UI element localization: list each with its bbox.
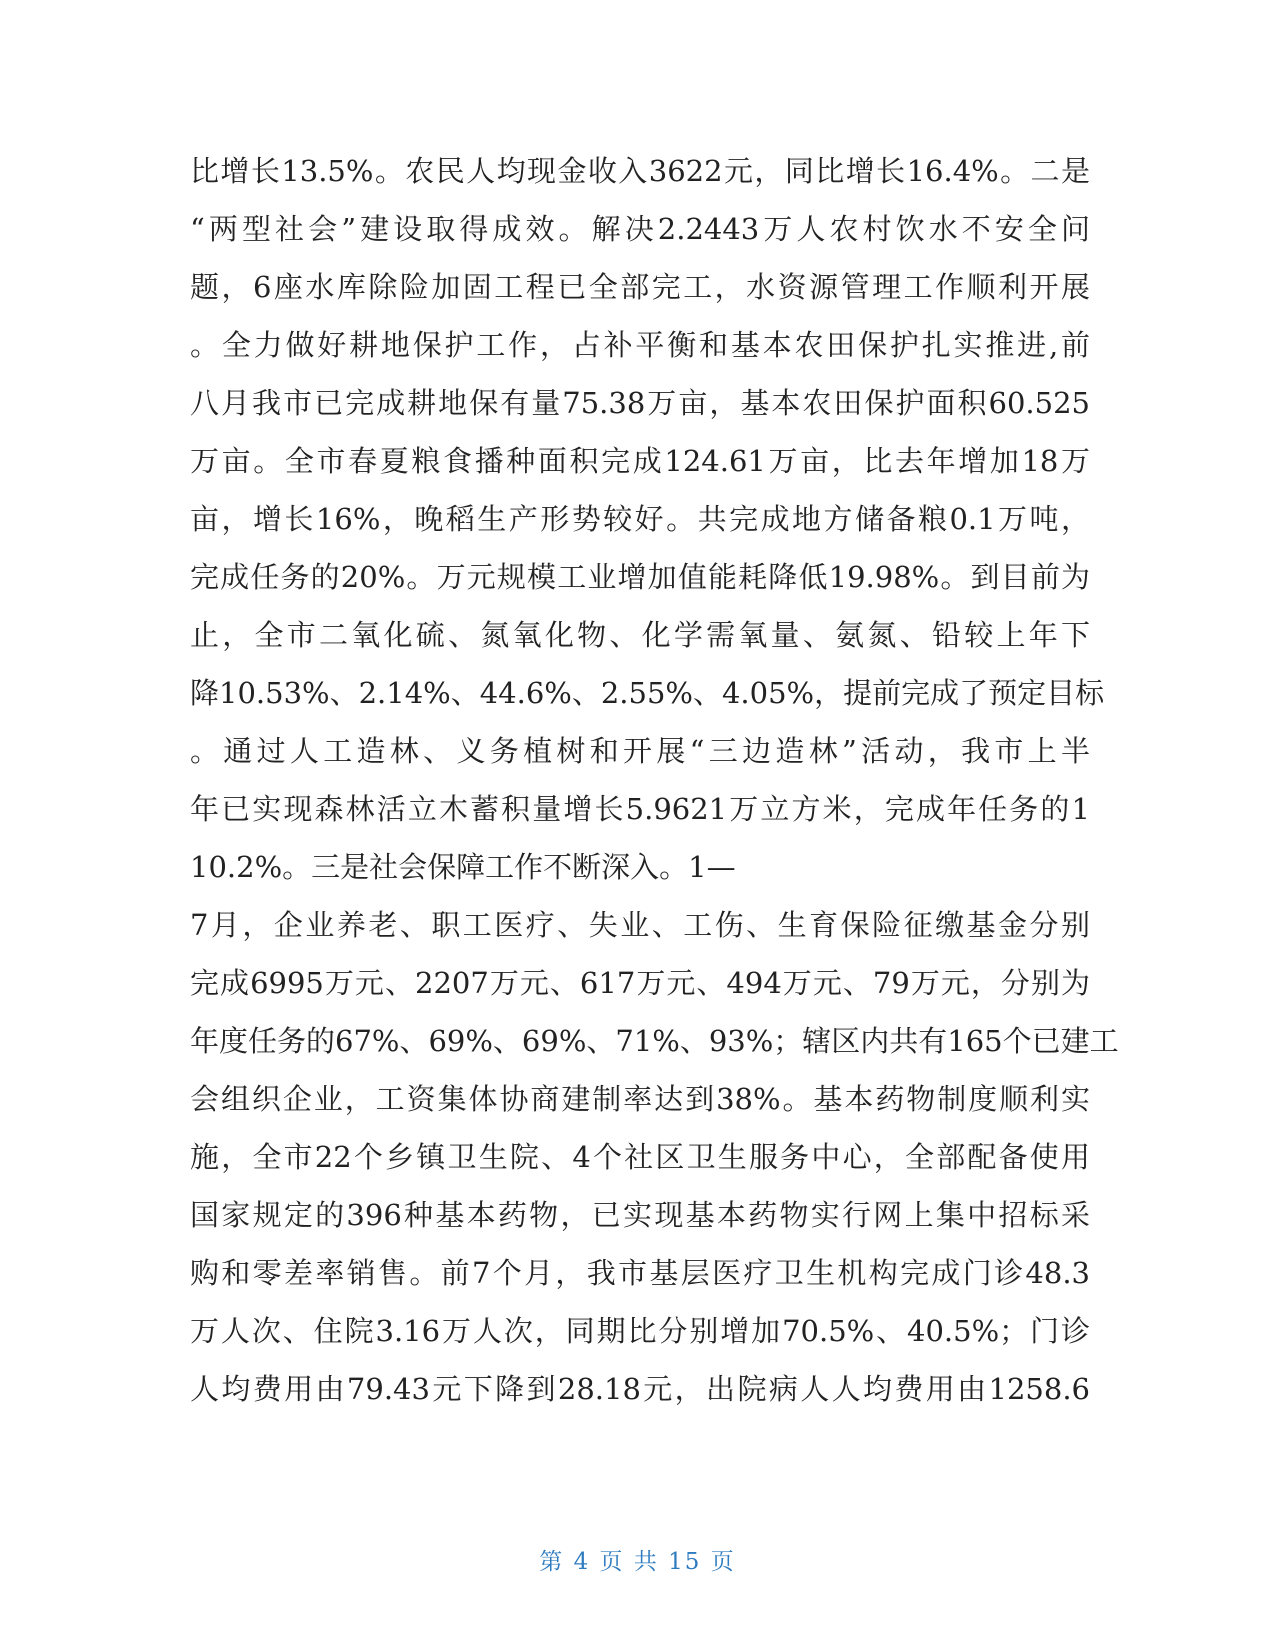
- page-number-label: 第 4 页 共 15 页: [539, 1549, 736, 1575]
- body-text: [190, 142, 1119, 1418]
- text-line: 万人次、住院3.16万人次，同期比分别增加70.5%、40.5%；门诊: [190, 1314, 1090, 1348]
- text-line: 人均费用由79.43元下降到28.18元，出院病人人均费用由1258.6: [190, 1372, 1090, 1406]
- text-line: “两型社会”建设取得成效。解决2.2443万人农村饮水不安全问: [190, 212, 1090, 246]
- text-line: 7月，企业养老、职工医疗、失业、工伤、生育保险征缴基金分别: [190, 908, 1090, 942]
- text-line: 年已实现森林活立木蓄积量增长5.9621万立方米，完成年任务的1: [190, 792, 1090, 826]
- text-line: 会组织企业，工资集体协商建制率达到38%。基本药物制度顺利实: [190, 1082, 1090, 1116]
- text-line: 八月我市已完成耕地保有量75.38万亩，基本农田保护面积60.525: [190, 386, 1090, 420]
- page-footer: [0, 1543, 1275, 1576]
- text-line: 题，6座水库除险加固工程已全部完工，水资源管理工作顺利开展: [190, 270, 1090, 304]
- text-line: 万亩。全市春夏粮食播种面积完成124.61万亩，比去年增加18万: [190, 444, 1090, 478]
- text-line: 国家规定的396种基本药物，已实现基本药物实行网上集中招标采: [190, 1198, 1090, 1232]
- text-line: 。通过人工造林、义务植树和开展“三边造林”活动，我市上半: [190, 734, 1090, 768]
- text-line: 10.2%。三是社会保障工作不断深入。1—: [190, 850, 736, 884]
- text-line: 降10.53%、2.14%、44.6%、2.55%、4.05%，提前完成了预定目标: [190, 676, 1105, 710]
- text-line: 购和零差率销售。前7个月，我市基层医疗卫生机构完成门诊48.3: [190, 1256, 1090, 1290]
- text-line: 。全力做好耕地保护工作，占补平衡和基本农田保护扎实推进,前: [190, 328, 1090, 362]
- text-line: 亩，增长16%，晚稻生产形势较好。共完成地方储备粮0.1万吨，: [190, 502, 1090, 536]
- text-line: 年度任务的67%、69%、69%、71%、93%；辖区内共有165个已建工: [190, 1024, 1119, 1058]
- text-line: 比增长13.5%。农民人均现金收入3622元，同比增长16.4%。二是: [190, 154, 1090, 188]
- text-line: 止，全市二氧化硫、氮氧化物、化学需氧量、氨氮、铅较上年下: [190, 618, 1090, 652]
- text-line: 完成6995万元、2207万元、617万元、494万元、79万元，分别为: [190, 966, 1090, 1000]
- text-line: 完成任务的20%。万元规模工业增加值能耗降低19.98%。到目前为: [190, 560, 1090, 594]
- text-line: 施，全市22个乡镇卫生院、4个社区卫生服务中心，全部配备使用: [190, 1140, 1090, 1174]
